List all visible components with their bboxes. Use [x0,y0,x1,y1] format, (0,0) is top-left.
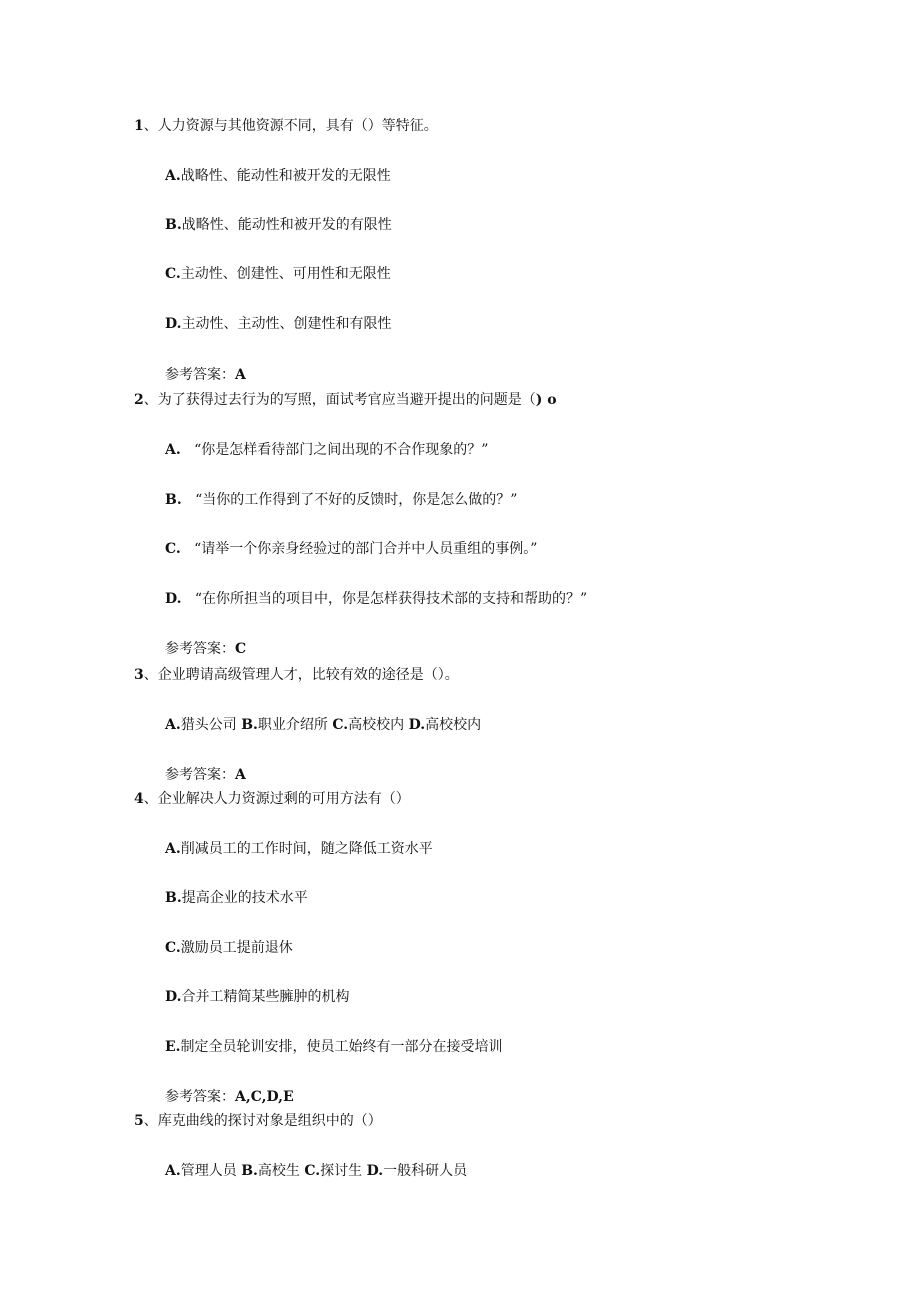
question-1-option-a [165,167,391,185]
question-4-option-d [165,988,350,1006]
option-label: A. [165,168,181,184]
question-1-answer [165,366,246,384]
option-label: A. [165,442,181,458]
option-label: C. [304,1163,321,1179]
question-1-number: 1 [134,118,144,134]
option-text: 高校校内 [425,717,482,733]
answer-value: A [235,767,246,783]
option-text: 高校校内 [348,717,409,733]
option-label: A. [165,717,181,733]
option-label: B. [165,217,182,233]
option-text: 职业介绍所 [257,717,333,733]
option-label: D. [366,1163,384,1179]
option-label: B. [241,1163,258,1179]
option-text: “在你所担当的项目中，你是怎样获得技术部的支持和帮助的？” [194,591,588,607]
question-3-separator: 、 [143,667,158,683]
question-2-separator: 、 [143,392,158,408]
question-2-answer [165,640,246,658]
answer-label: 参考答案： [165,1089,235,1105]
question-1-option-c [165,265,391,283]
option-label: C. [332,717,349,733]
question-4 [134,790,410,808]
question-2-option-c [165,540,537,558]
question-3-number: 3 [134,667,144,683]
option-text: 猎头公司 [180,717,242,733]
question-1-text: 人力资源与其他资源不同，具有（）等特征。 [157,118,438,134]
option-label: D. [165,591,182,607]
question-5 [134,1112,382,1130]
answer-label: 参考答案： [165,767,235,783]
option-text: 高校生 [257,1163,305,1179]
option-label: A. [165,841,181,857]
option-label: C. [165,541,181,557]
option-label: D. [165,316,182,332]
option-label: B. [241,717,258,733]
option-text: “当你的工作得到了不好的反馈时，你是怎么做的？” [195,492,518,508]
option-text: 主动性、创建性、可用性和无限性 [180,266,391,282]
option-text: 战略性、能动性和被开发的有限性 [181,217,392,233]
question-1 [134,117,438,135]
option-label: C. [165,940,181,956]
question-4-option-c [165,939,293,957]
question-4-number: 4 [134,791,144,807]
question-5-text: 库克曲线的探讨对象是组织中的（） [157,1113,382,1129]
question-2-option-b [165,491,517,509]
option-text: 主动性、主动性、创建性和有限性 [181,316,392,332]
option-label: D. [408,717,426,733]
option-text: 提高企业的技术水平 [181,890,308,906]
question-3-answer [165,766,246,784]
question-4-option-e [165,1038,503,1056]
question-2-option-d [165,590,587,608]
question-4-option-a [165,840,433,858]
question-5-options [165,1162,467,1180]
question-5-separator: 、 [143,1113,158,1129]
question-3-options [165,716,481,734]
option-text: 合并工精简某些臃肿的机构 [181,989,350,1005]
question-4-text: 企业解决人力资源过剩的可用方法有（） [157,791,410,807]
question-3 [134,666,459,684]
option-text: “你是怎样看待部门之间出现的不合作现象的？” [194,442,489,458]
option-text: 削减员工的工作时间，随之降低工资水平 [180,841,433,857]
question-2-option-a [165,441,488,459]
question-2 [134,391,557,409]
option-label: B. [165,492,182,508]
question-2-number: 2 [134,392,144,408]
option-label: A. [165,1163,181,1179]
option-text: 一般科研人员 [383,1163,468,1179]
question-4-answer [165,1088,294,1106]
option-text: “请举一个你亲身经验过的部门合并中人员重组的事例。” [194,541,538,557]
question-5-number: 5 [134,1113,144,1129]
option-label: D. [165,989,182,1005]
question-1-option-d [165,315,392,333]
answer-value: A [235,367,246,383]
option-label: B. [165,890,182,906]
question-4-option-b [165,889,308,907]
question-4-separator: 、 [143,791,158,807]
answer-label: 参考答案： [165,641,235,657]
option-text: 战略性、能动性和被开发的无限性 [180,168,391,184]
option-label: C. [165,266,181,282]
answer-value: C [235,641,247,657]
option-text: 激励员工提前退休 [180,940,293,956]
option-label: E. [165,1039,181,1055]
answer-value: A,C,D,E [235,1089,294,1105]
question-2-tail: ) o [535,392,557,408]
option-text: 制定全员轮训安排，使员工始终有一部分在接受培训 [180,1039,503,1055]
question-1-option-b [165,216,392,234]
option-text: 管理人员 [180,1163,242,1179]
question-3-text: 企业聘请高级管理人才，比较有效的途径是（）。 [157,667,459,683]
question-1-separator: 、 [143,118,158,134]
question-2-text: 为了获得过去行为的写照，面试考官应当避开提出的问题是（ [157,392,536,408]
option-text: 探讨生 [320,1163,367,1179]
answer-label: 参考答案： [165,367,235,383]
